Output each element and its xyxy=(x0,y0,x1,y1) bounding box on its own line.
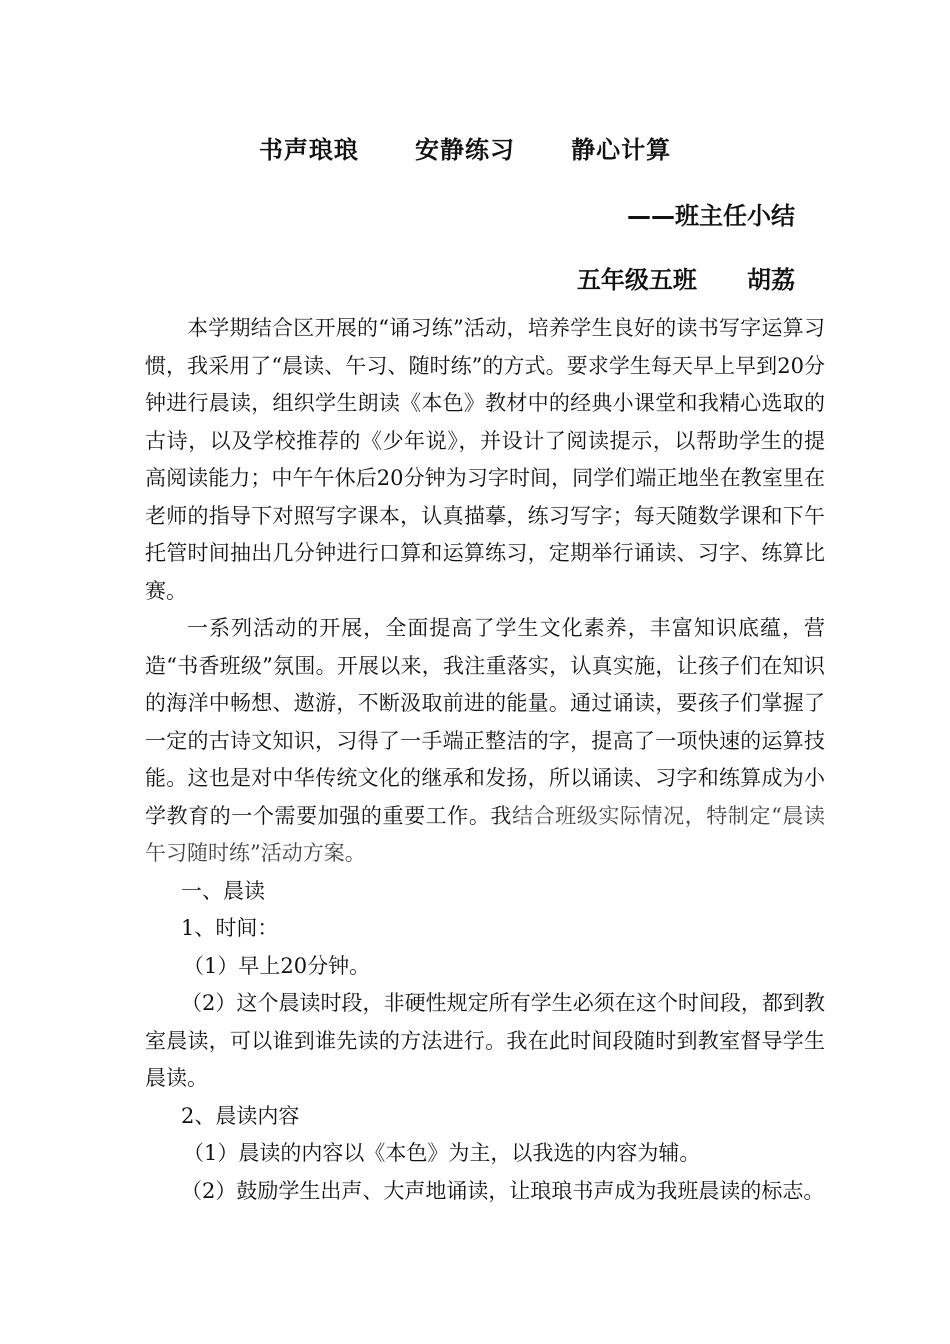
paragraph-intro: 本学期结合区开展的“诵习练”活动，培养学生良好的读书写字运算习惯，我采用了“晨读、午习、随时练”的方式。要求学生每天早上早到20分钟进行晨读，组织学生朗读《本色》教材中的经典小课堂和我精心选取的古诗，以及学校推荐的《少年说》，并设计了阅读提示，以帮助学生的提高阅读能力；中午午休后20分钟为习字时间，同学们端正地坐在教室里在老师的指导下对照写字课本，认真描摹，练习写字；每天随数学课和下午托管时间抽出几分钟进行口算和运算练习，定期举行诵读、习字、练算比赛。 xyxy=(145,316,825,603)
paragraph-activities-text: 一系列活动的开展，全面提高了学生文化素养，丰富知识底蕴，营造“书香班级”氛围。开展以来，我注重落实，认真实施，让孩子们在知识的海洋中畅想、遨游，不断汲取前进的能量。通过诵读，要孩子们掌握了一定的古诗文知识，习得了一手端正整洁的字，提高了一项快速的运算技能。这也是对中华传统文化的继承和发扬，所以诵读、习字和练算成为小学教育的一个需要加强的重要工作。我 xyxy=(145,616,825,828)
document-author: 五年级五班 胡荔 xyxy=(576,266,795,294)
item-time-b: （2）这个晨读时段，非硬性规定所有学生必须在这个时间段，都到教室晨读，可以谁到谁先读的方法进行。我在此时间段随时到教室督导学生晨读。 xyxy=(145,991,825,1090)
section-heading-morning-reading: 一、晨读 xyxy=(181,878,265,903)
item-time-a: （1）早上20分钟。 xyxy=(183,953,371,978)
item-heading-time: 1、时间： xyxy=(181,916,279,940)
paragraph-activities xyxy=(145,610,825,873)
paragraph-activities-continued: 结合班级实际情况，特制定“晨读午习随时练”活动方案。 xyxy=(145,803,825,865)
document-body xyxy=(145,310,825,1210)
document-title: 书声琅琅 安静练习 静心计算 xyxy=(258,136,672,164)
item-content-a: （1）晨读的内容以《本色》为主，以我选的内容为辅。 xyxy=(183,1141,701,1165)
document-subtitle: ——班主任小结 xyxy=(627,202,795,230)
item-heading-content: 2、晨读内容 xyxy=(181,1103,300,1128)
item-content-b: （2）鼓励学生出声、大声地诵读，让琅琅书声成为我班晨读的标志。 xyxy=(181,1178,825,1203)
